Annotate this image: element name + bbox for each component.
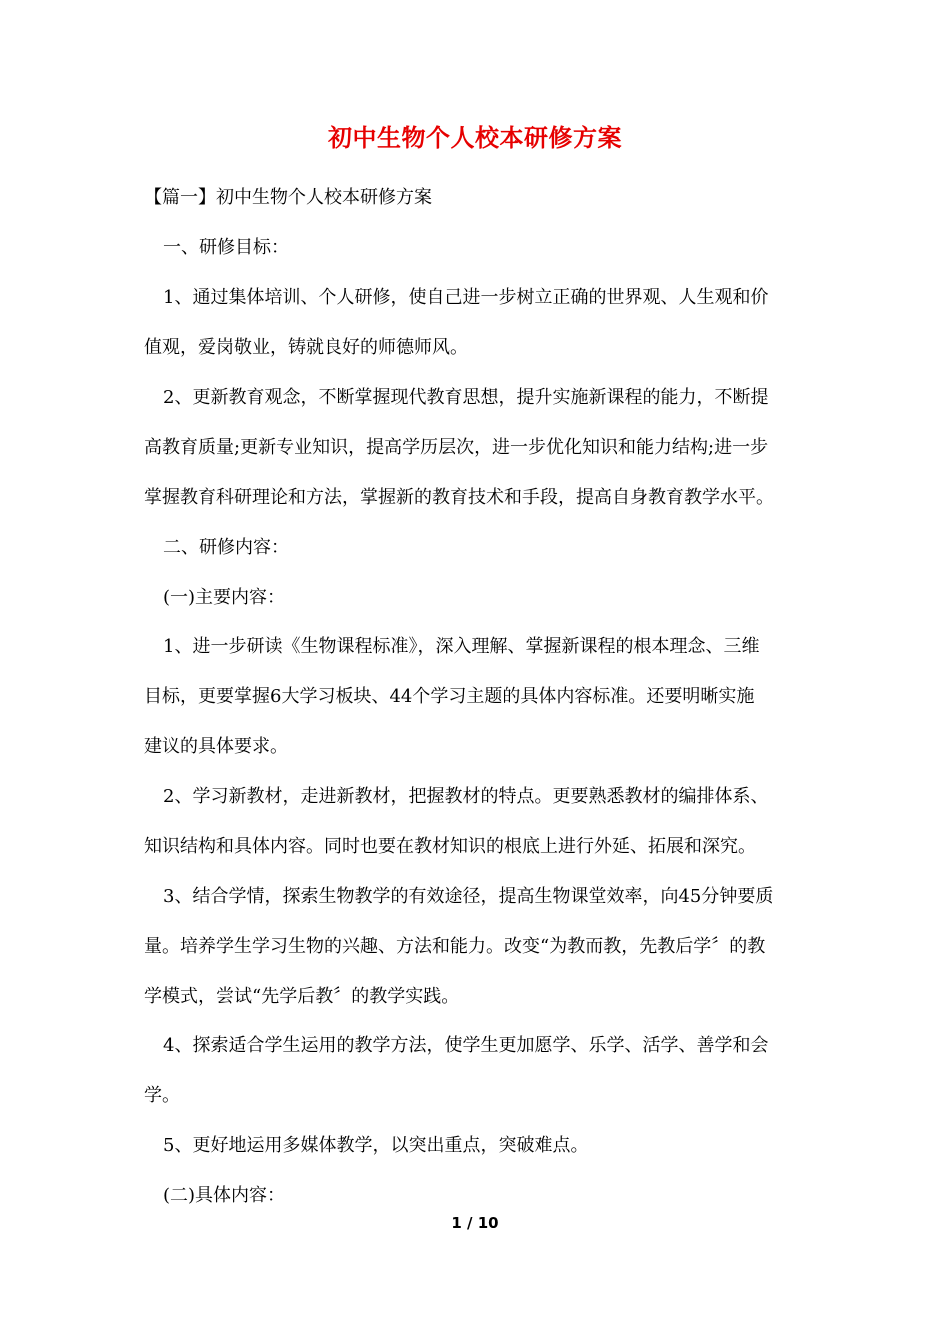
paragraph-line: 5、更好地运用多媒体教学，以突出重点，突破难点。	[163, 1135, 589, 1156]
paragraph-line: 1、通过集体培训、个人研修，使自己进一步树立正确的世界观、人生观和价	[163, 287, 769, 308]
paragraph-line: 1、进一步研读《生物课程标准》，深入理解、掌握新课程的根本理念、三维	[163, 636, 760, 657]
section-heading: 【篇一】初中生物个人校本研修方案	[144, 187, 432, 208]
paragraph-line: 一、研修目标：	[163, 237, 289, 258]
paragraph-line: 掌握教育科研理论和方法，掌握新的教育技术和手段，提高自身教育教学水平。	[144, 487, 774, 508]
paragraph-line: 二、研修内容：	[163, 537, 289, 558]
paragraph-line: 建议的具体要求。	[144, 736, 288, 757]
paragraph-line: (二)具体内容：	[163, 1185, 286, 1206]
page-number: 1 / 10	[451, 1214, 499, 1232]
paragraph-line: 学模式，尝试“先学后教〞的教学实践。	[144, 986, 460, 1007]
paragraph-line: 值观，爱岗敬业，铸就良好的师德师风。	[144, 337, 468, 358]
paragraph-line: 高教育质量;更新专业知识，提高学历层次，进一步优化知识和能力结构;进一步	[144, 437, 769, 458]
paragraph-line: 4、探索适合学生运用的教学方法，使学生更加愿学、乐学、活学、善学和会	[163, 1035, 769, 1056]
paragraph-line: 3、结合学情，探索生物教学的有效途径，提高生物课堂效率，向45分钟要质	[163, 886, 774, 907]
paragraph-line: 目标，更要掌握6大学习板块、44个学习主题的具体内容标准。还要明晰实施	[144, 686, 755, 707]
paragraph-line: (一)主要内容：	[163, 587, 286, 608]
paragraph-line: 2、学习新教材，走进新教材，把握教材的特点。更要熟悉教材的编排体系、	[163, 786, 769, 807]
paragraph-line: 知识结构和具体内容。同时也要在教材知识的根底上进行外延、拓展和深究。	[144, 836, 756, 857]
document-title: 初中生物个人校本研修方案	[328, 123, 622, 152]
paragraph-line: 2、更新教育观念，不断掌握现代教育思想，提升实施新课程的能力，不断提	[163, 387, 769, 408]
paragraph-line: 学。	[144, 1085, 180, 1106]
paragraph-line: 量。培养学生学习生物的兴趣、方法和能力。改变“为教而教，先教后学〞的教	[144, 936, 766, 957]
